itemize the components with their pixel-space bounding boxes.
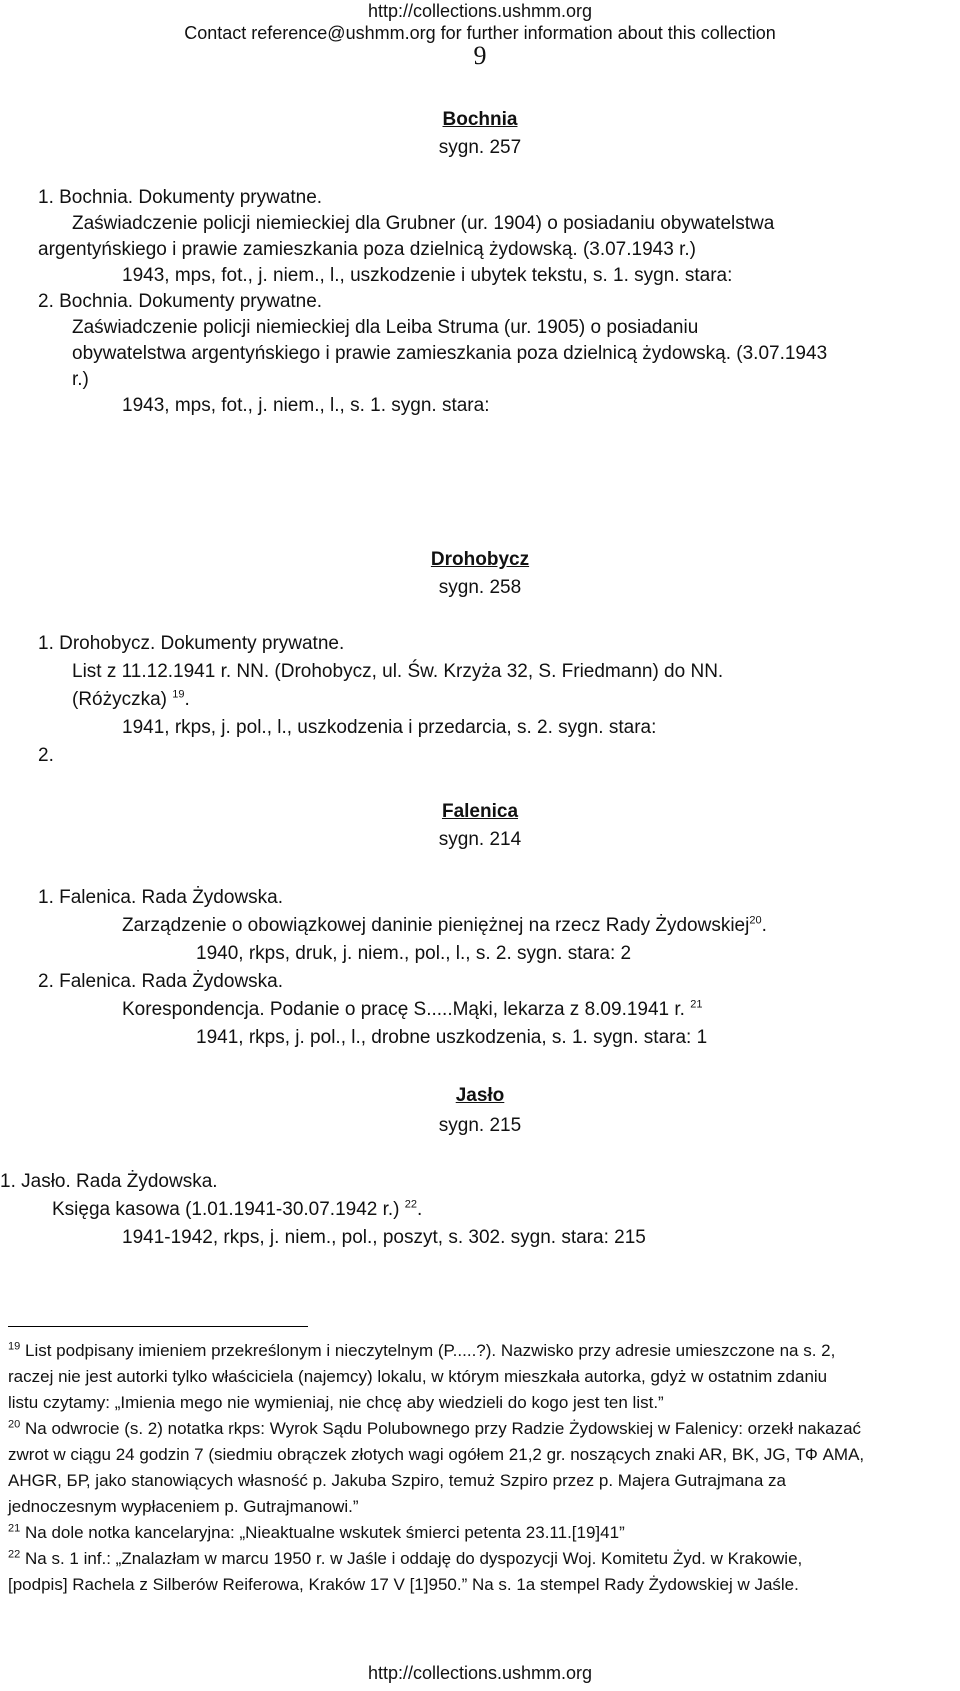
footnote-20-line-4: jednoczesnym wypłaceniem p. Gutrajmanowi.” xyxy=(8,1497,359,1516)
sygn-drohobycz: sygn. 258 xyxy=(438,577,522,598)
jaslo-line-1: 1. Jasło. Rada Żydowska. xyxy=(0,1171,218,1192)
falenica-line-6: 1941, rkps, j. pol., l., drobne uszkodzenia, s. 1. sygn. stara: 1 xyxy=(196,1027,708,1048)
section-title-bochnia: Bochnia xyxy=(442,109,518,130)
footnote-num-19: 19 xyxy=(8,1340,21,1353)
drohobycz-line-2: List z 11.12.1941 r. NN. (Drohobycz, ul. Św. Krzyża 32, S. Friedmann) do NN. xyxy=(72,661,724,682)
drohobycz-line-1: 1. Drohobycz. Dokumenty prywatne. xyxy=(38,633,345,654)
sygn-jaslo: sygn. 215 xyxy=(438,1115,522,1136)
section-title-drohobycz: Drohobycz xyxy=(430,549,530,570)
footnote-19-line-3: listu czytamy: „Imienia mego nie wymieniaj, nie chcę aby wiedzieli do kogo jest ten list.” xyxy=(8,1393,664,1412)
falenica-line-2: Zarządzenie o obowiązkowej daninie pieniężnej na rzecz Rady Żydowskiej$^{20}$. xyxy=(122,914,767,936)
bochnia-line-2: Zaświadczenie policji niemieckiej dla Grubner (ur. 1904) o posiadaniu obywatelstwa xyxy=(72,213,775,234)
footnote-20-line-1: $^{20}$ Na odwrocie (s. 2) notatka rkps: Wyrok Sądu Polubownego przy Radzie Żydowskiej w Falenicy: orzekł nakazać xyxy=(8,1418,862,1438)
footnote-22-line-2: [podpis] Rachela z Silberów Reiferowa, Kraków 17 V [1]950.” Na s. 1a stempel Rady Żydowskiej w Jaśle. xyxy=(8,1575,799,1594)
jaslo-line-2: Księga kasowa (1.01.1941-30.07.1942 r.) $^{22}$. xyxy=(52,1198,423,1220)
footnote-ref-22: 22 xyxy=(404,1198,418,1211)
bochnia-line-3: argentyńskiego i prawie zamieszkania poza dzielnicą żydowską. (3.07.1943 r.) xyxy=(38,239,696,260)
section-title-falenica: Falenica xyxy=(441,801,519,822)
footer-url[interactable]: http://collections.ushmm.org xyxy=(367,1663,593,1683)
falenica-line-3: 1940, rkps, druk, j. niem., pol., l., s. 2. sygn. stara: 2 xyxy=(196,943,632,964)
footnote-num-20: 20 xyxy=(8,1418,21,1431)
footnote-ref-21: 21 xyxy=(690,998,703,1011)
drohobycz-line-3: (Różyczka) $^{19}$. xyxy=(72,688,190,710)
jaslo-line-3: 1941-1942, rkps, j. niem., pol., poszyt, s. 302. sygn. stara: 215 xyxy=(122,1227,646,1248)
footnote-ref-20: 20 xyxy=(749,914,762,927)
bochnia-line-8: r.) xyxy=(72,369,89,390)
header-contact: Contact reference@ushmm.org for further information about this collection xyxy=(184,23,776,43)
footnote-19-line-1: $^{19}$ List podpisany imieniem przekreślonym i nieczytelnym (P.....?). Nazwisko przy adresie umieszczone na s. 2, xyxy=(8,1340,836,1360)
falenica-line-5: Korespondencja. Podanie o pracę S.....Mąki, lekarza z 8.09.1941 r. $^{21}$ xyxy=(122,998,703,1020)
footnote-num-21: 21 xyxy=(8,1522,21,1535)
footnote-separator xyxy=(8,1326,308,1327)
footnote-ref-19: 19 xyxy=(172,688,185,701)
bochnia-line-1: 1. Bochnia. Dokumenty prywatne. xyxy=(38,187,323,208)
page-number: 9 xyxy=(473,41,487,70)
footnote-20-line-2: zwrot w ciągu 24 godzin 7 (siedmiu obrączek złotych wagi ogółem 21,2 gr. noszących znaki AR, BK, JG, ТФ AMA, xyxy=(8,1445,865,1464)
bochnia-line-6: Zaświadczenie policji niemieckiej dla Leiba Struma (ur. 1905) o posiadaniu xyxy=(72,317,699,338)
bochnia-line-4: 1943, mps, fot., j. niem., l., uszkodzenie i ubytek tekstu, s. 1. sygn. stara: xyxy=(122,265,733,286)
footnote-21-line-1: $^{21}$ Na dole notka kancelaryjna: „Nieaktualne wskutek śmierci petenta 23.11.[19]41” xyxy=(8,1522,625,1542)
sygn-falenica: sygn. 214 xyxy=(438,829,522,850)
footnote-19-line-2: raczej nie jest autorki tylko właściciela (najemcy) lokalu, w którym mieszkała autorka, gdyż w ostatnim zdaniu xyxy=(8,1367,828,1386)
bochnia-line-5: 2. Bochnia. Dokumenty prywatne. xyxy=(38,291,323,312)
drohobycz-line-4: 1941, rkps, j. pol., l., uszkodzenia i przedarcia, s. 2. sygn. stara: xyxy=(122,717,657,738)
bochnia-line-9: 1943, mps, fot., j. niem., l., s. 1. sygn. stara: xyxy=(122,395,490,416)
sygn-bochnia: sygn. 257 xyxy=(438,137,522,158)
footnote-20-line-3: AHGR, БР, jako stanowiących własność p. Jakuba Szpiro, temuż Szpiro przez p. Majera Gutrajmana za xyxy=(8,1471,786,1490)
bochnia-line-7: obywatelstwa argentyńskiego i prawie zamieszkania poza dzielnicą żydowską. (3.07.1943 xyxy=(72,343,828,364)
footnote-num-22: 22 xyxy=(8,1548,21,1561)
falenica-line-4: 2. Falenica. Rada Żydowska. xyxy=(38,971,284,992)
falenica-line-1: 1. Falenica. Rada Żydowska. xyxy=(38,887,284,908)
footnote-22-line-1: $^{22}$ Na s. 1 inf.: „Znalazłam w marcu 1950 r. w Jaśle i oddaję do dyspozycji Woj. Komitetu Żyd. w Krakowie, xyxy=(8,1548,803,1568)
drohobycz-line-5: 2. xyxy=(38,745,54,766)
header-url[interactable]: http://collections.ushmm.org xyxy=(367,1,593,21)
section-title-jaslo: Jasło xyxy=(455,1085,505,1106)
